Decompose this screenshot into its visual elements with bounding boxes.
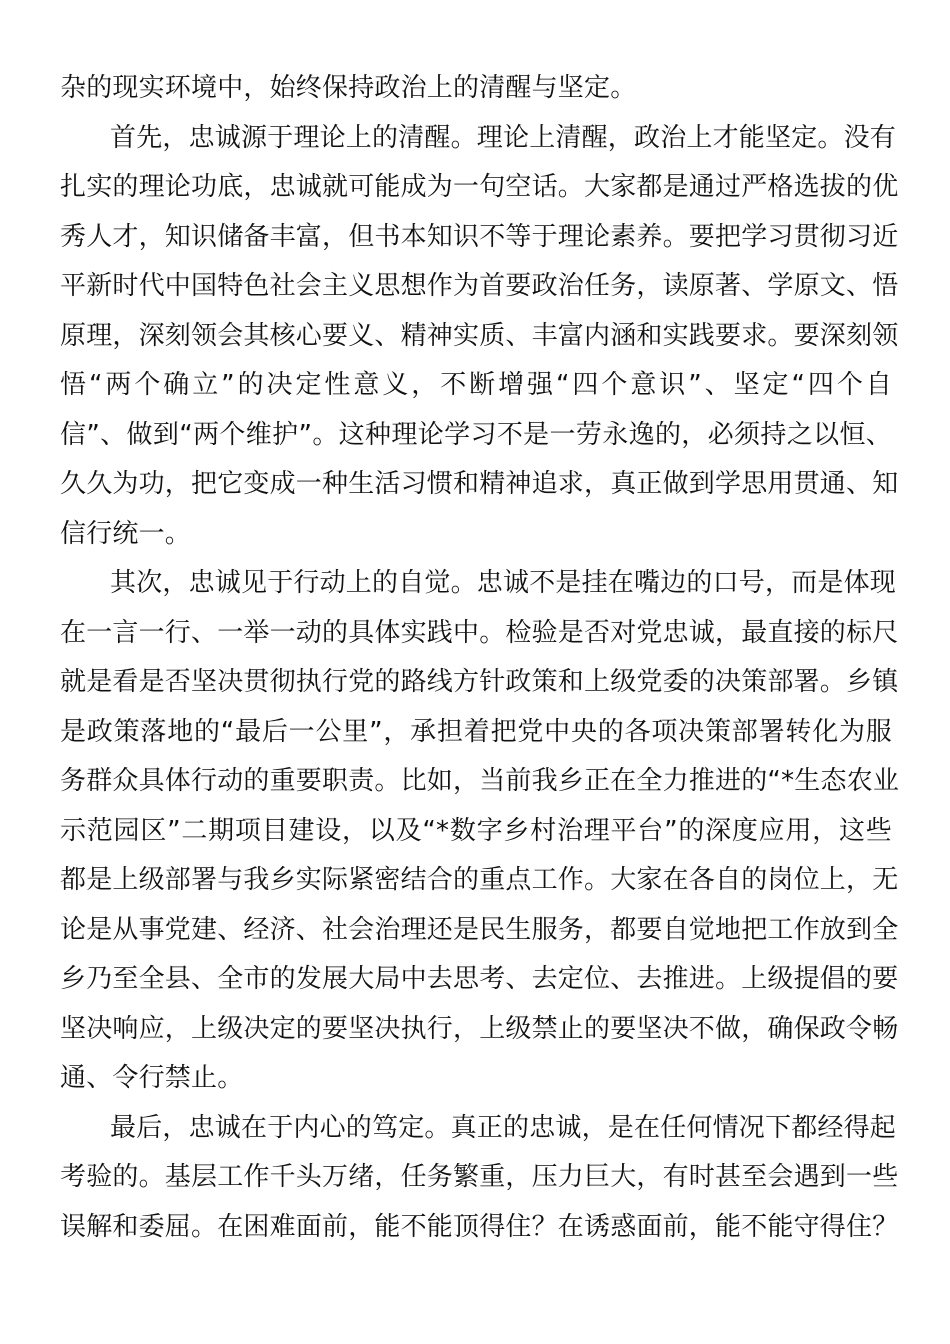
paragraph-first-line: 最后，忠诚在于内心的笃定。真正的忠诚，是在任何情况下都经得起 <box>110 1113 897 1143</box>
text-line: 通、令行禁止。 <box>60 1063 244 1093</box>
text-line: 扎实的理论功底，忠诚就可能成为一句空话。大家都是通过严格选拔的优 <box>60 172 899 202</box>
text-line: 考验的。基层工作千头万绪，任务繁重，压力巨大，有时甚至会遇到一些 <box>60 1162 899 1192</box>
paragraph-first-line: 其次，忠诚见于行动上的自觉。忠诚不是挂在嘴边的口号，而是体现 <box>110 568 897 598</box>
text-line: 原理，深刻领会其核心要义、精神实质、丰富内涵和实践要求。要深刻领 <box>60 321 899 351</box>
text-line: 就是看是否坚决贯彻执行党的路线方针政策和上级党委的决策部署。乡镇 <box>60 667 899 697</box>
text-line: 是政策落地的“最后一公里”，承担着把党中央的各项决策部署转化为服 <box>60 717 892 747</box>
text-line: 论是从事党建、经济、社会治理还是民生服务，都要自觉地把工作放到全 <box>60 915 899 945</box>
text-line: 杂的现实环境中，始终保持政治上的清醒与坚定。 <box>60 73 637 103</box>
text-line: 信”、做到“两个维护”。这种理论学习不是一劳永逸的，必须持之以恒、 <box>60 420 892 450</box>
text-line: 都是上级部署与我乡实际紧密结合的重点工作。大家在各自的岗位上，无 <box>60 865 899 895</box>
text-line: 平新时代中国特色社会主义思想作为首要政治任务，读原著、学原文、悟 <box>60 271 899 301</box>
text-line: 悟“两个确立”的决定性意义，不断增强“四个意识”、坚定“四个自 <box>60 370 892 400</box>
text-line: 乡乃至全县、全市的发展大局中去思考、去定位、去推进。上级提倡的要 <box>60 964 899 994</box>
text-line: 误解和委屈。在困难面前，能不能顶得住？在诱惑面前，能不能守得住？ <box>60 1212 899 1242</box>
text-line: 示范园区”二期项目建设，以及“*数字乡村治理平台”的深度应用，这些 <box>60 816 892 846</box>
text-line: 坚决响应，上级决定的要坚决执行，上级禁止的要坚决不做，确保政令畅 <box>60 1014 899 1044</box>
text-line: 务群众具体行动的重要职责。比如，当前我乡正在全力推进的“*生态农业 <box>60 766 900 796</box>
paragraph-first-line: 首先，忠诚源于理论上的清醒。理论上清醒，政治上才能坚定。没有 <box>110 123 897 153</box>
text-line: 在一言一行、一举一动的具体实践中。检验是否对党忠诚，最直接的标尺 <box>60 618 899 648</box>
text-line: 久久为功，把它变成一种生活习惯和精神追求，真正做到学思用贯通、知 <box>60 469 899 499</box>
text-line: 秀人才，知识储备丰富，但书本知识不等于理论素养。要把学习贯彻习近 <box>60 222 899 252</box>
text-line: 信行统一。 <box>60 519 192 549</box>
